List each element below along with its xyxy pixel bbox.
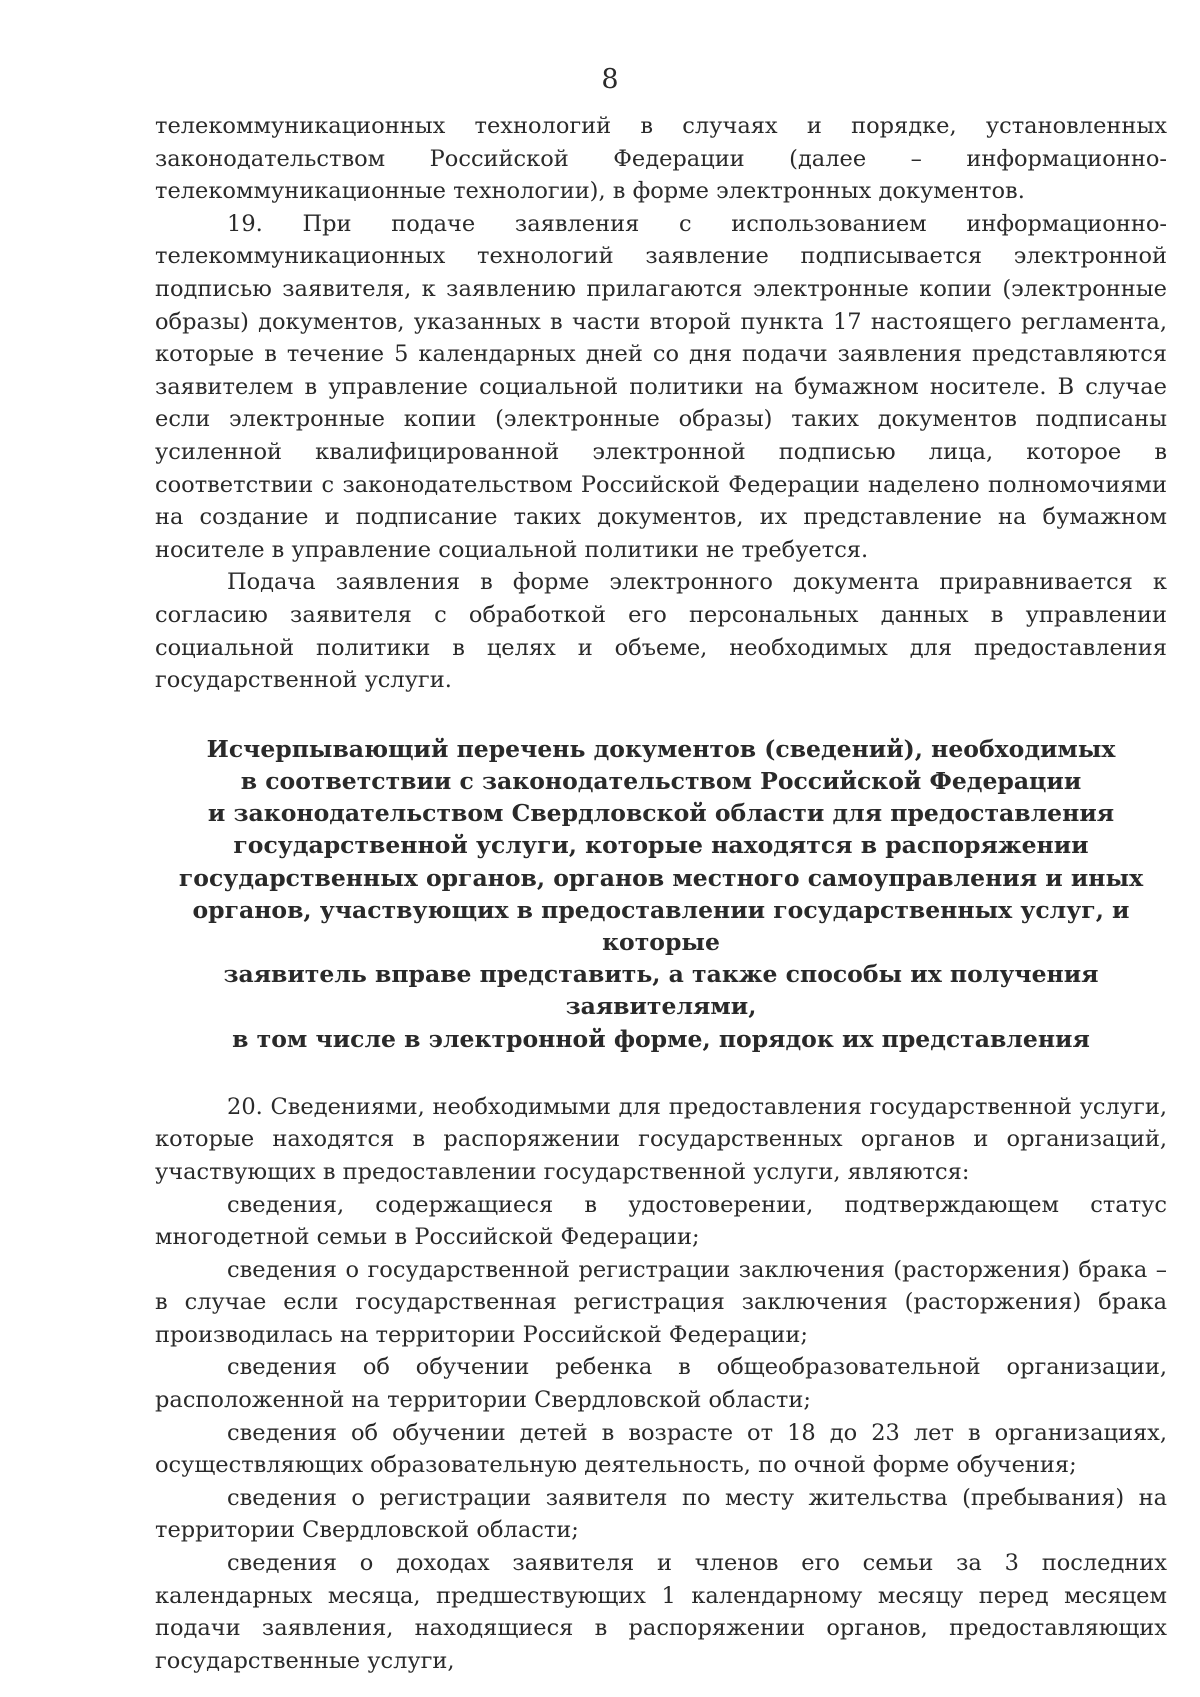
paragraph-item-19: 19. При подаче заявления с использованием информационно-телекоммуникационных технологий заявление подписывается электронной подписью заявителя, к заявлению прилагаются электронные копии (электронные образы) документов, указанных в части второй пункта 17 настоящего регламента, которые в течение 5 календарных дней со дня подачи заявления представляются заявителем в управление социальной политики на бумажном носителе. В случае если электронные копии (электронные образы) таких документов подписаны усиленной квалифицированной электронной подписью лица, которое в соответствии с законодательством Российской Федерации наделено полномочиями на создание и подписание таких документов, их представление на бумажном носителе в управление социальной политики не требуется. xyxy=(155,210,1167,563)
list-item-residence-registration: сведения о регистрации заявителя по месту жительства (пребывания) на территории Свердловской области; xyxy=(155,1484,1167,1544)
page-number: 8 xyxy=(601,64,619,95)
paragraph-item-20: 20. Сведениями, необходимыми для предоставления государственной услуги, которые находятся в распоряжении государственных органов и организаций, участвующих в предоставлении государственной услуги, являются: xyxy=(155,1093,1167,1185)
heading-line: заявитель вправе представить, а также способы их получения заявителями, xyxy=(223,960,1099,1021)
list-item-child-education: сведения об обучении ребенка в общеобразовательной организации, расположенной на территории Свердловской области; xyxy=(155,1354,1167,1414)
document-body xyxy=(155,110,1167,1677)
list-item-marriage-registration: сведения о государственной регистрации заключения (расторжения) брака – в случае если государственная регистрация заключения (расторжения) брака производилась на территории Российской Федерации; xyxy=(155,1256,1167,1348)
heading-line: в том числе в электронной форме, порядок их представления xyxy=(232,1024,1090,1053)
section-heading xyxy=(155,733,1167,1055)
heading-line: в соответствии с законодательством Российской Федерации xyxy=(240,766,1082,795)
heading-line: государственной услуги, которые находятся в распоряжении xyxy=(233,831,1089,860)
paragraph-electronic-consent: Подача заявления в форме электронного документа приравнивается к согласию заявителя с обработкой его персональных данных в управлении социальной политики в целях и объеме, необходимых для предоставления государственной услуги. xyxy=(155,569,1167,694)
heading-line: и законодательством Свердловской области для предоставления xyxy=(207,799,1115,828)
paragraph-continuation: телекоммуникационных технологий в случаях и порядке, установленных законодательством Российской Федерации (далее – информационно-телекоммуникационные технологии), в форме электронных документов. xyxy=(155,113,1167,205)
heading-line: органов, участвующих в предоставлении государственных услуг, и которые xyxy=(192,895,1130,956)
heading-line: государственных органов, органов местного самоуправления и иных xyxy=(178,863,1144,892)
list-item-student-18-23: сведения об обучении детей в возрасте от 18 до 23 лет в организациях, осуществляющих образовательную деятельность, по очной форме обучения; xyxy=(155,1419,1167,1479)
heading-line: Исчерпывающий перечень документов (сведений), необходимых xyxy=(206,734,1116,763)
list-item-family-income: сведения о доходах заявителя и членов его семьи за 3 последних календарных месяца, предшествующих 1 календарному месяцу перед месяцем подачи заявления, находящиеся в распоряжении органов, предоставляющих государственные услуги, xyxy=(155,1550,1167,1674)
list-item-large-family-status: сведения, содержащиеся в удостоверении, подтверждающем статус многодетной семьи в Российской Федерации; xyxy=(155,1191,1167,1251)
